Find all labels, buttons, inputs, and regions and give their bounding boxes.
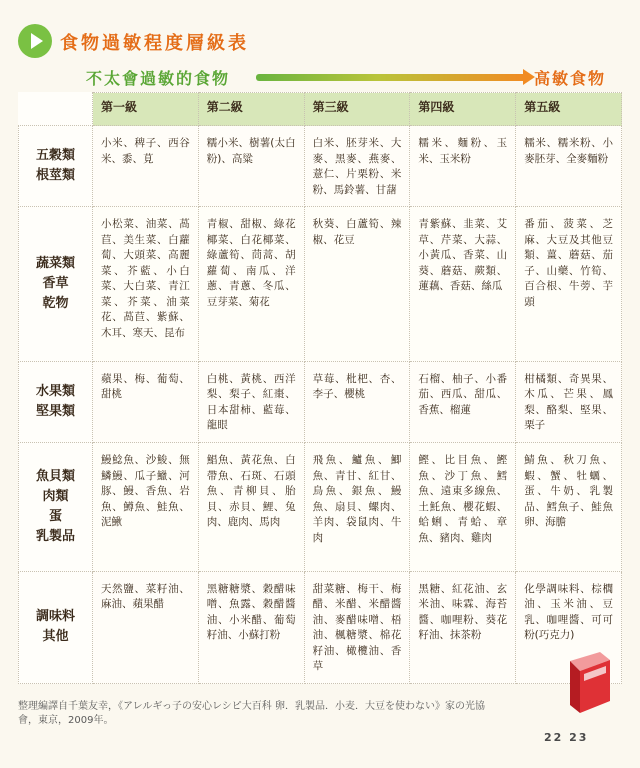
food-list-cell: 青紫蘇、韭菜、艾草、芹菜、大蒜、小黃瓜、香菜、山葵、蘑菇、蕨類、蓮藕、香菇、絲瓜 <box>410 207 516 362</box>
food-category-label: 調味料 其他 <box>19 571 93 683</box>
food-list-cell: 白桃、黃桃、西洋梨、梨子、紅棗、日本甜柿、藍莓、龍眼 <box>198 361 304 442</box>
column-header-level-5: 第五級 <box>516 93 622 126</box>
table-corner <box>19 93 93 126</box>
food-list-cell: 甜菜糖、梅干、梅醋、米醋、米醋醬油、麥醋味噌、梧油、楓糖漿、棉花籽油、橄欖油、香草 <box>304 571 410 683</box>
page-title: 食物過敏程度層級表 <box>60 33 249 54</box>
food-list-cell: 鯧魚、黃花魚、白帶魚、石斑、石頭魚、青柳貝、胎貝、赤貝、鯉、兔肉、鹿肉、馬肉 <box>198 443 304 571</box>
food-category-label: 五穀類 根莖類 <box>19 126 93 207</box>
food-list-cell: 小米、稗子、西谷米、黍、莧 <box>93 126 199 207</box>
table-row <box>19 443 622 571</box>
food-list-cell: 青椒、甜椒、綠花椰菜、白花椰菜、綠蘆筍、茼蒿、胡蘿蔔、南瓜、洋蔥、青蔥、冬瓜、豆芽菜、菊花 <box>198 207 304 362</box>
food-list-cell: 糯米、糯米粉、小麥胚芽、全麥麵粉 <box>516 126 622 207</box>
food-list-cell: 飛魚、鱸魚、鯽魚、青甘、紅甘、鳥魚、銀魚、鰻魚、扇貝、螺肉、羊肉、袋鼠肉、牛肉 <box>304 443 410 571</box>
column-header-level-3: 第三級 <box>304 93 410 126</box>
food-list-cell: 柑橘類、奇異果、木瓜、芒果、鳳梨、酪梨、堅果、栗子 <box>516 361 622 442</box>
food-category-label: 蔬菜類 香草 乾物 <box>19 207 93 362</box>
food-list-cell: 秋葵、白蘆筍、辣椒、花豆 <box>304 207 410 362</box>
allergy-level-table <box>18 92 622 684</box>
allergy-scale-legend <box>86 66 622 90</box>
page-numbers: 22 23 <box>544 731 589 744</box>
food-list-cell: 化學調味料、棕櫚油、玉米油、豆乳、咖哩醬、可可粉(巧克力) <box>516 571 622 683</box>
column-header-level-2: 第二級 <box>198 93 304 126</box>
food-list-cell: 鰻鯰魚、沙鮻、無鱗鰻、瓜子鱲、河豚、鰻、香魚、岩魚、鱒魚、鮭魚、泥鰍 <box>93 443 199 571</box>
page-header <box>18 24 622 66</box>
food-list-cell: 白米、胚芽米、大麥、黑麥、燕麥、薏仁、片栗粉、米粉、馬鈴薯、甘藷 <box>304 126 410 207</box>
food-list-cell: 鯖魚、秋刀魚、蝦、蟹、牡蠣、蛋、牛奶、乳製品、鱈魚子、鮭魚卵、海膽 <box>516 443 622 571</box>
food-list-cell: 蘋果、梅、葡萄、甜桃 <box>93 361 199 442</box>
food-list-cell: 石榴、柚子、小番茄、西瓜、甜瓜、香蕉、榴蓮 <box>410 361 516 442</box>
food-category-label: 魚貝類 肉類 蛋 乳製品 <box>19 443 93 571</box>
book-illustration <box>566 649 614 715</box>
food-list-cell: 糯米、麵粉、玉米、玉米粉 <box>410 126 516 207</box>
food-list-cell: 天然鹽、菜籽油、麻油、蘋果醋 <box>93 571 199 683</box>
food-list-cell: 糯小米、樹薯(太白粉)、高粱 <box>198 126 304 207</box>
food-list-cell: 鰹、比目魚、鰹魚、沙丁魚、鱈魚、遠東多線魚、土魠魚、櫻花蝦、蛤蜊、青蛤、章魚、豬肉、雞肉 <box>410 443 516 571</box>
table-row <box>19 207 622 362</box>
column-header-level-4: 第四級 <box>410 93 516 126</box>
column-header-level-1: 第一級 <box>93 93 199 126</box>
food-list-cell: 番茄、菠菜、芝麻、大豆及其他豆類、薑、蘑菇、茄子、山藥、竹筍、百合根、牛蒡、芋頭 <box>516 207 622 362</box>
food-list-cell: 小松菜、油菜、萵苣、美生菜、白蘿蔔、大頭菜、高麗菜、芥藍、小白菜、大白菜、青江菜、芥菜、油菜花、萵苣、紫蘇、木耳、寒天、昆布 <box>93 207 199 362</box>
low-allergy-label: 不太會過敏的食物 <box>86 69 231 88</box>
table-row <box>19 361 622 442</box>
table-row <box>19 126 622 207</box>
allergy-gradient-arrow <box>256 74 526 81</box>
food-list-cell: 黑糖、紅花油、玄米油、味霖、海苔醬、咖哩粉、葵花籽油、抹茶粉 <box>410 571 516 683</box>
food-list-cell: 草莓、枇杷、杏、李子、櫻桃 <box>304 361 410 442</box>
source-citation: 整理編譯自千葉友幸，《アレルギっ子の安心レシピ大百科 卵．乳製品．小麦．大豆を使わない》家の光協會，東京，2009年。 <box>18 701 485 726</box>
play-icon <box>18 24 52 58</box>
high-allergy-label: 高敏食物 <box>534 69 607 88</box>
food-list-cell: 黑糖糖漿、穀醋味噌、魚露、穀醋醬油、小米醋、葡萄籽油、小蘇打粉 <box>198 571 304 683</box>
table-header-row <box>19 93 622 126</box>
food-category-label: 水果類 堅果類 <box>19 361 93 442</box>
table-row <box>19 571 622 683</box>
